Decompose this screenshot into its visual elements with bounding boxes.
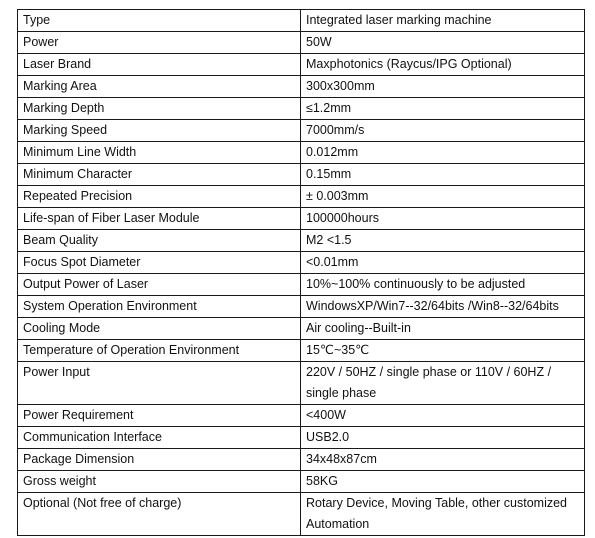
row-value: 0.15mm bbox=[301, 164, 585, 186]
table-row-system-environment bbox=[18, 296, 585, 318]
table-row-output-power bbox=[18, 274, 585, 296]
table-row-marking-area bbox=[18, 76, 585, 98]
table-row-temperature bbox=[18, 340, 585, 362]
row-label: Laser Brand bbox=[18, 54, 301, 76]
table-row-power bbox=[18, 32, 585, 54]
table-row-repeated-precision bbox=[18, 186, 585, 208]
row-value: <400W bbox=[301, 405, 585, 427]
row-label: System Operation Environment bbox=[18, 296, 301, 318]
row-value: Rotary Device, Moving Table, other customized Automation bbox=[301, 493, 585, 536]
row-value: 15℃~35℃ bbox=[301, 340, 585, 362]
row-value: 34x48x87cm bbox=[301, 449, 585, 471]
row-label: Optional (Not free of charge) bbox=[18, 493, 301, 536]
row-label: Minimum Line Width bbox=[18, 142, 301, 164]
row-label: Gross weight bbox=[18, 471, 301, 493]
row-label: Repeated Precision bbox=[18, 186, 301, 208]
row-value: 300x300mm bbox=[301, 76, 585, 98]
row-label: Focus Spot Diameter bbox=[18, 252, 301, 274]
table-row-cooling-mode bbox=[18, 318, 585, 340]
row-label: Output Power of Laser bbox=[18, 274, 301, 296]
row-label: Minimum Character bbox=[18, 164, 301, 186]
row-label: Communication Interface bbox=[18, 427, 301, 449]
table-row-marking-depth bbox=[18, 98, 585, 120]
row-value: <0.01mm bbox=[301, 252, 585, 274]
table-row-laser-brand bbox=[18, 54, 585, 76]
row-value: USB2.0 bbox=[301, 427, 585, 449]
row-label: Beam Quality bbox=[18, 230, 301, 252]
row-value: ≤1.2mm bbox=[301, 98, 585, 120]
row-label: Power Input bbox=[18, 362, 301, 405]
spec-table bbox=[17, 9, 585, 536]
row-value: Integrated laser marking machine bbox=[301, 10, 585, 32]
row-label: Marking Depth bbox=[18, 98, 301, 120]
row-label: Marking Area bbox=[18, 76, 301, 98]
table-row-optional bbox=[18, 493, 585, 536]
table-row-minimum-character bbox=[18, 164, 585, 186]
row-value: Maxphotonics (Raycus/IPG Optional) bbox=[301, 54, 585, 76]
row-value: 7000mm/s bbox=[301, 120, 585, 142]
table-row-communication-interface bbox=[18, 427, 585, 449]
row-value: 58KG bbox=[301, 471, 585, 493]
row-label: Power Requirement bbox=[18, 405, 301, 427]
row-label: Power bbox=[18, 32, 301, 54]
row-label: Type bbox=[18, 10, 301, 32]
table-row-power-input bbox=[18, 362, 585, 405]
row-label: Cooling Mode bbox=[18, 318, 301, 340]
spec-table-body bbox=[18, 10, 585, 536]
table-row-gross-weight bbox=[18, 471, 585, 493]
row-label: Temperature of Operation Environment bbox=[18, 340, 301, 362]
table-row-beam-quality bbox=[18, 230, 585, 252]
row-value: WindowsXP/Win7--32/64bits /Win8--32/64bits bbox=[301, 296, 585, 318]
table-row-type bbox=[18, 10, 585, 32]
table-row-marking-speed bbox=[18, 120, 585, 142]
table-row-life-span bbox=[18, 208, 585, 230]
row-value: 10%~100% continuously to be adjusted bbox=[301, 274, 585, 296]
row-value: M2 <1.5 bbox=[301, 230, 585, 252]
row-label: Life-span of Fiber Laser Module bbox=[18, 208, 301, 230]
row-label: Marking Speed bbox=[18, 120, 301, 142]
table-row-focus-spot-diameter bbox=[18, 252, 585, 274]
table-row-power-requirement bbox=[18, 405, 585, 427]
row-value: 220V / 50HZ / single phase or 110V / 60HZ / single phase bbox=[301, 362, 585, 405]
row-value: 0.012mm bbox=[301, 142, 585, 164]
row-value: Air cooling--Built-in bbox=[301, 318, 585, 340]
table-row-minimum-line-width bbox=[18, 142, 585, 164]
row-label: Package Dimension bbox=[18, 449, 301, 471]
row-value: 100000hours bbox=[301, 208, 585, 230]
table-row-package-dimension bbox=[18, 449, 585, 471]
row-value: 50W bbox=[301, 32, 585, 54]
row-value: ± 0.003mm bbox=[301, 186, 585, 208]
